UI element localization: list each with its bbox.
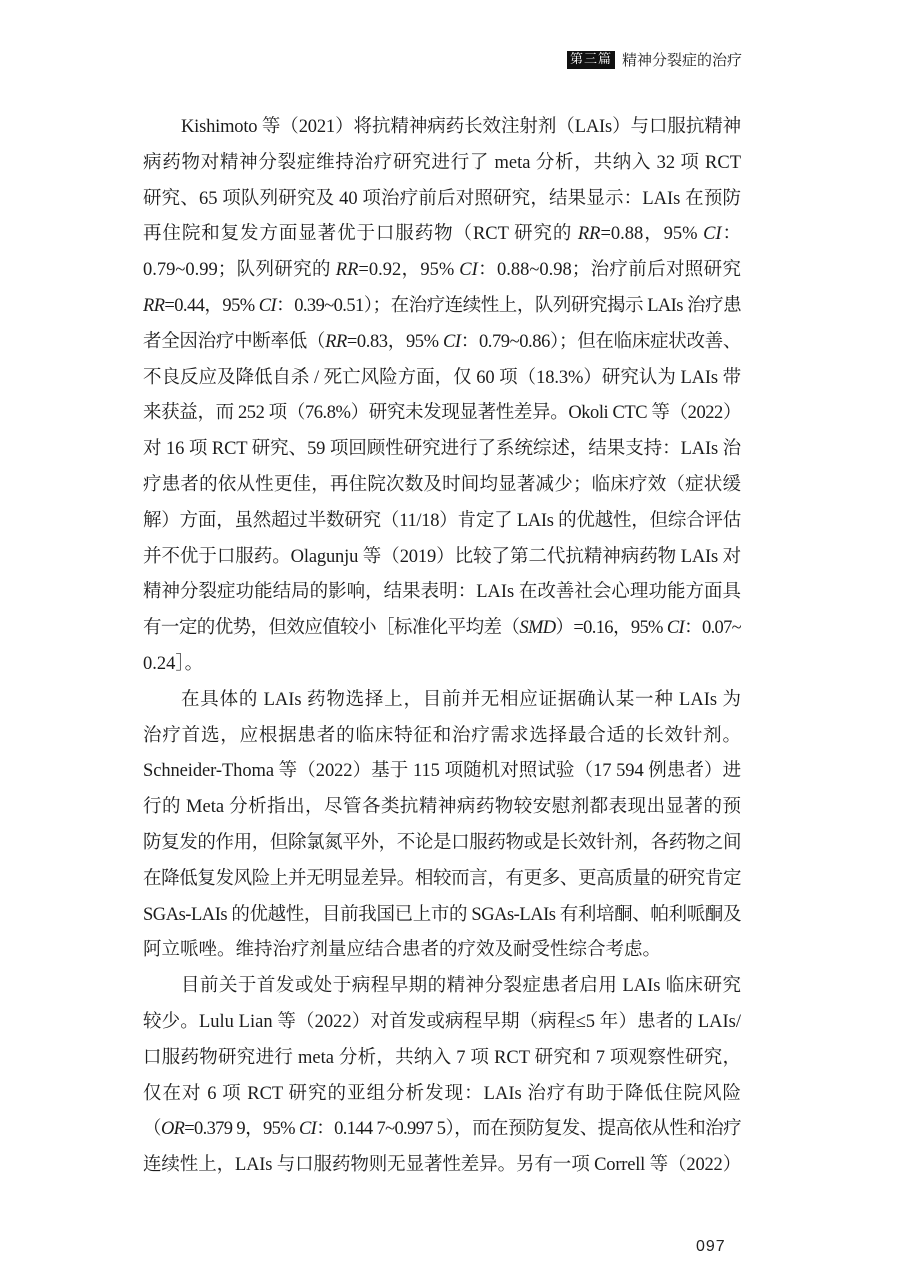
text-line: 治疗首选，应根据患者的临床特征和治疗需求选择最合适的长效针剂。 [143, 725, 741, 746]
text-line: 在降低复发风险上并无明显差异。相较而言，有更多、更高质量的研究肯定 [143, 868, 741, 889]
italic-term: CI [298, 1119, 317, 1140]
text-line: （OR=0.379 9，95% CI：0.144 7~0.997 5），而在预防复发、提高依从性和治疗 [143, 1119, 741, 1140]
text-line: 在具体的 LAIs 药物选择上，目前并无相应证据确认某一种 LAIs 为 [181, 689, 741, 710]
paragraph [143, 969, 741, 1184]
text-line: 较少。Lulu Lian 等（2022）对首发或病程早期（病程≤5 年）患者的 LAIs/ [143, 1011, 741, 1032]
italic-term: CI [666, 618, 684, 639]
text-line: 防复发的作用，但除氯氮平外，不论是口服药物或是长效针剂，各药物之间 [143, 832, 741, 853]
text-line: 行的 Meta 分析指出，尽管各类抗精神病药物较安慰剂都表现出显著的预 [143, 797, 741, 818]
page-number: 097 [696, 1238, 726, 1255]
text-line: 阿立哌唑。维持治疗剂量应结合患者的疗效及耐受性综合考虑。 [143, 940, 662, 961]
text-line: 解）方面，虽然超过半数研究（11/18）肯定了 LAIs 的优越性，但综合评估 [143, 510, 741, 531]
paragraph [143, 110, 741, 683]
text-line: SGAs-LAIs 的优越性，目前我国已上市的 SGAs-LAIs 有利培酮、帕利哌酮及 [143, 904, 741, 925]
text-line: 0.24］。 [143, 653, 204, 674]
italic-term: CI [703, 224, 722, 245]
running-header [567, 51, 742, 69]
header-title: 精神分裂症的治疗 [622, 51, 743, 69]
text-line: 并不优于口服药。Olagunju 等（2019）比较了第二代抗精神病药物 LAIs 对 [143, 546, 741, 567]
text-line: 口服药物研究进行 meta 分析，共纳入 7 项 RCT 研究和 7 项观察性研究， [143, 1047, 741, 1068]
text-line: 精神分裂症功能结局的影响，结果表明：LAIs 在改善社会心理功能方面具 [143, 582, 741, 603]
text-line: 研究、65 项队列研究及 40 项治疗前后对照研究，结果显示：LAIs 在预防 [143, 188, 741, 209]
text-line: RR=0.44，95% CI：0.39~0.51）；在治疗连续性上，队列研究揭示 LAIs 治疗患 [143, 295, 741, 316]
italic-term: OR [160, 1119, 185, 1140]
body-text [143, 110, 741, 1184]
italic-term: CI [442, 331, 461, 352]
paragraph [143, 683, 741, 969]
text-line: Kishimoto 等（2021）将抗精神病药长效注射剂（LAIs）与口服抗精神 [181, 117, 741, 137]
italic-term: CI [258, 295, 277, 316]
italic-term: RR [577, 224, 601, 245]
text-line: Schneider-Thoma 等（2022）基于 115 项随机对照试验（17 594 例患者）进 [143, 761, 741, 782]
text-line: 连续性上，LAIs 与口服药物则无显著性差异。另有一项 Correll 等（2022） [143, 1155, 741, 1176]
text-line: 对 16 项 RCT 研究、59 项回顾性研究进行了系统综述，结果支持：LAIs 治 [143, 439, 741, 460]
italic-term: SMD [519, 618, 556, 639]
part-label: 第三篇 [567, 51, 615, 69]
italic-term: CI [459, 260, 478, 281]
italic-term: RR [335, 260, 359, 281]
text-line: 再住院和复发方面显著优于口服药物（RCT 研究的 RR=0.88，95% CI： [143, 224, 741, 245]
text-line: 0.79~0.99；队列研究的 RR=0.92，95% CI：0.88~0.98；治疗前后对照研究 [143, 260, 741, 281]
italic-term: RR [325, 331, 347, 352]
text-line: 病药物对精神分裂症维持治疗研究进行了 meta 分析，共纳入 32 项 RCT [143, 152, 741, 173]
text-line: 不良反应及降低自杀 / 死亡风险方面，仅 60 项（18.3%）研究认为 LAIs 带 [143, 367, 741, 388]
text-line: 来获益，而 252 项（76.8%）研究未发现显著性差异。Okoli CTC 等（2022） [143, 403, 741, 424]
text-line: 有一定的优势，但效应值较小［标准化平均差（SMD）=0.16，95% CI：0.07~ [143, 618, 741, 639]
italic-term: RR [143, 295, 165, 316]
text-line: 者全因治疗中断率低（RR=0.83，95% CI：0.79~0.86）；但在临床症状改善、 [143, 331, 741, 352]
text-line: 仅在对 6 项 RCT 研究的亚组分析发现：LAIs 治疗有助于降低住院风险 [143, 1083, 741, 1104]
text-line: 疗患者的依从性更佳，再住院次数及时间均显著减少；临床疗效（症状缓 [143, 474, 741, 495]
text-line: 目前关于首发或处于病程早期的精神分裂症患者启用 LAIs 临床研究 [181, 976, 741, 997]
